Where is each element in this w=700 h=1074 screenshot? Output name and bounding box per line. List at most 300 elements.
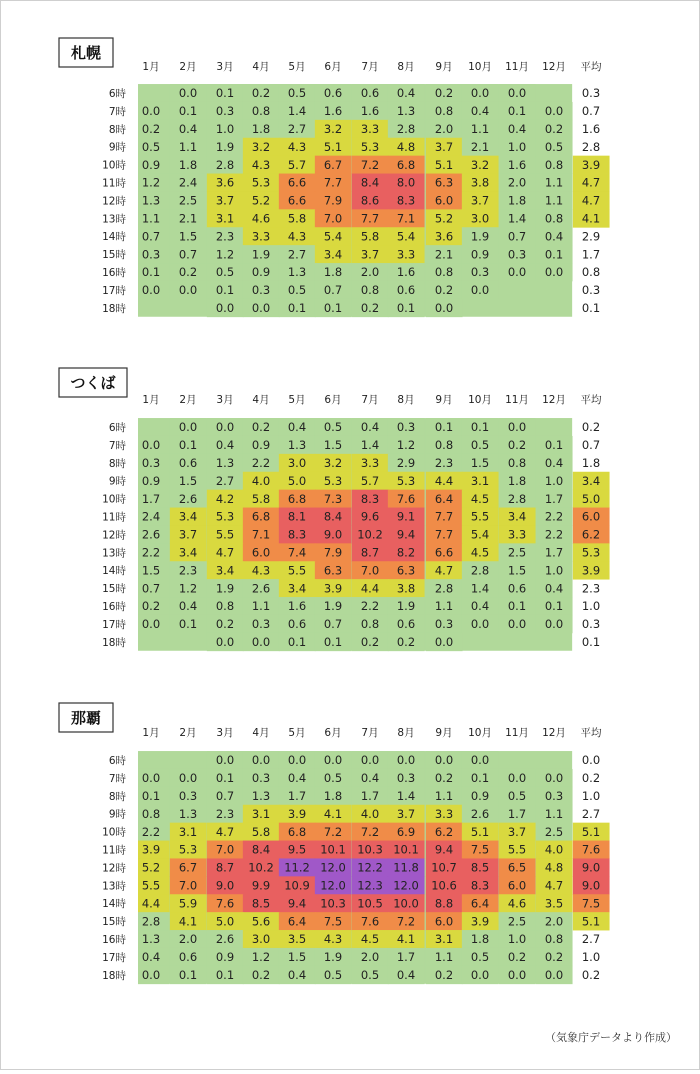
cell-value: 8.5 [251, 896, 271, 911]
cell-value: 0.5 [323, 420, 343, 435]
cell-value: 0.0 [141, 438, 161, 453]
cell-value: 0.3 [178, 789, 198, 803]
cell-value: 0.0 [544, 265, 564, 280]
cell-value: 2.0 [434, 122, 454, 136]
cell-value: 3.2 [323, 122, 343, 136]
column-header: 6月 [324, 61, 342, 73]
cell-value: 3.4 [287, 581, 307, 596]
cell-value: 2.1 [178, 211, 198, 226]
cell-value: 2.4 [178, 175, 198, 190]
cell-value: 0.4 [215, 438, 235, 453]
cell-value: 2.1 [470, 139, 490, 154]
cell-value: 0.0 [434, 753, 454, 768]
cell-value: 6.8 [287, 824, 307, 839]
cell-value: 5.9 [178, 896, 198, 911]
cell-value: 0.2 [251, 968, 271, 982]
cell-value: 7.9 [323, 193, 343, 208]
cell-value: 0.4 [141, 950, 161, 965]
cell-value: 0.0 [507, 265, 527, 280]
column-header: 11月 [505, 394, 529, 406]
cell-value: 1.6 [287, 599, 307, 614]
cell-value: 9.0 [215, 878, 235, 893]
cell-value: 1.9 [323, 599, 343, 614]
cell-value: 0.3 [141, 247, 161, 262]
cell-value: 0.4 [287, 771, 307, 786]
cell-value: 0.1 [544, 438, 564, 453]
cell-value: 0.0 [360, 753, 380, 768]
cell-value: 7.4 [287, 545, 307, 560]
cell-value: 1.5 [287, 950, 307, 965]
row-header: 16時 [102, 934, 126, 946]
cell-value: 1.0 [581, 789, 601, 803]
cell-value: 1.3 [396, 104, 416, 119]
cell-value: 1.1 [141, 211, 161, 226]
cell-value: 8.2 [396, 545, 416, 560]
cell-value: 0.0 [507, 968, 527, 982]
cell-value: 1.9 [470, 229, 490, 244]
column-header: 3月 [216, 727, 234, 739]
cell-value: 0.1 [581, 635, 601, 649]
cell-value: 5.4 [396, 229, 416, 244]
city-title: 那覇 [70, 709, 102, 727]
cell-value: 3.5 [287, 932, 307, 947]
cell-value: 5.3 [178, 842, 198, 857]
column-header: 9月 [435, 61, 453, 73]
cell-value: 0.2 [507, 438, 527, 453]
cell-value: 1.5 [141, 563, 161, 578]
cell-value: 5.1 [434, 157, 454, 172]
cell-value: 3.9 [141, 842, 161, 857]
cell-value: 0.7 [323, 617, 343, 632]
cell-value: 0.1 [215, 283, 235, 298]
cell-value: 0.2 [434, 968, 454, 982]
row-header: 15時 [102, 583, 126, 596]
cell-value: 0.1 [215, 771, 235, 786]
cell-value: 1.8 [251, 122, 271, 136]
cell-value: 0.0 [507, 86, 527, 101]
row-header: 7時 [108, 439, 126, 452]
cell-value: 2.8 [470, 563, 490, 578]
cell-value: 0.1 [470, 420, 490, 435]
cell-value: 6.3 [396, 563, 416, 578]
cell-value: 6.8 [287, 491, 307, 506]
cell-value: 1.9 [251, 247, 271, 262]
cell-value: 1.6 [360, 104, 380, 119]
cell-value: 1.8 [507, 193, 527, 208]
cell-value: 2.0 [178, 932, 198, 947]
cell-value: 0.7 [581, 104, 601, 119]
cell-value: 2.0 [360, 265, 380, 280]
cell-value: 0.5 [507, 789, 527, 803]
cell-value: 0.0 [544, 968, 564, 982]
cell-value: 0.3 [141, 456, 161, 470]
cell-value: 8.5 [470, 860, 490, 875]
cell-value: 8.6 [360, 193, 380, 208]
cell-value: 0.1 [323, 301, 343, 315]
cell-value: 10.6 [431, 878, 457, 893]
cell-value: 0.4 [360, 420, 380, 435]
cell-value: 3.6 [215, 175, 235, 190]
cell-value: 4.4 [434, 473, 454, 488]
cell-value: 6.8 [396, 157, 416, 172]
cell-value: 1.2 [215, 247, 235, 262]
cell-value: 1.5 [323, 438, 343, 453]
column-header: 平均 [580, 727, 602, 739]
row-header: 14時 [102, 898, 126, 911]
cell-value: 1.9 [215, 581, 235, 596]
cell-value: 0.4 [178, 122, 198, 136]
cell-value: 0.1 [544, 599, 564, 614]
cell-value: 4.0 [251, 473, 271, 488]
cell-value: 0.4 [396, 86, 416, 101]
cell-value: 8.3 [360, 491, 380, 506]
cell-value: 3.9 [470, 914, 490, 929]
cell-value: 0.2 [360, 635, 380, 649]
cell-value: 0.4 [507, 122, 527, 136]
cell-value: 4.7 [215, 824, 235, 839]
cell-value: 0.0 [544, 617, 564, 632]
cell-value: 1.7 [396, 950, 416, 965]
cell-value: 7.6 [396, 491, 416, 506]
cell-value: 0.0 [434, 635, 454, 649]
cell-value: 4.0 [360, 806, 380, 821]
cell-value: 3.4 [323, 247, 343, 262]
cell-value: 12.0 [393, 878, 419, 893]
cell-value: 2.2 [141, 545, 161, 560]
cell-value: 0.7 [581, 438, 601, 453]
cell-value: 0.5 [287, 86, 307, 101]
cell-value: 2.7 [215, 473, 235, 488]
cell-value: 3.1 [215, 211, 235, 226]
cell-value: 0.4 [544, 456, 564, 470]
cell-value: 1.6 [581, 122, 601, 136]
column-header: 6月 [324, 394, 342, 406]
cell-value: 0.0 [323, 753, 343, 768]
cell-value: 5.1 [581, 824, 601, 839]
cell-value: 7.2 [323, 824, 343, 839]
cell-value: 0.0 [215, 420, 235, 435]
cell-value: 8.0 [396, 175, 416, 190]
cell-value: 2.8 [507, 491, 527, 506]
column-header: 8月 [397, 394, 415, 406]
cell-value: 9.4 [396, 527, 416, 542]
cell-value: 2.8 [396, 122, 416, 136]
cell-value: 2.8 [581, 139, 601, 154]
cell-value: 9.0 [581, 860, 601, 875]
cell-value: 1.0 [215, 122, 235, 136]
cell-value: 5.2 [141, 860, 161, 875]
cell-value: 0.2 [581, 771, 601, 786]
row-header: 6時 [108, 88, 126, 100]
column-header: 2月 [179, 61, 197, 73]
row-header: 18時 [102, 636, 126, 649]
cell-value: 1.7 [544, 491, 564, 506]
cell-value: 5.5 [287, 563, 307, 578]
cell-value: 2.5 [178, 193, 198, 208]
cell-value: 6.2 [434, 824, 454, 839]
cell-value: 1.6 [323, 104, 343, 119]
cell-value: 6.8 [251, 509, 271, 524]
column-header: 平均 [580, 394, 602, 406]
cell-value: 6.0 [581, 509, 601, 524]
cell-value: 0.0 [178, 771, 198, 786]
cell-value: 3.2 [323, 456, 343, 470]
cell-value: 5.3 [581, 545, 601, 560]
cell-value: 0.6 [178, 456, 198, 470]
cell-value: 1.1 [434, 599, 454, 614]
cell-value: 0.0 [141, 283, 161, 298]
cell-value: 0.0 [544, 771, 564, 786]
cell-value: 8.1 [287, 509, 307, 524]
cell-value: 0.4 [396, 968, 416, 982]
cell-value: 1.4 [470, 581, 490, 596]
cell-value: 7.5 [323, 914, 343, 929]
cell-value: 9.9 [251, 878, 271, 893]
cell-value: 7.0 [178, 878, 198, 893]
cell-value: 1.7 [360, 789, 380, 803]
cell-value: 0.9 [215, 950, 235, 965]
cell-value: 0.9 [251, 438, 271, 453]
row-header: 18時 [102, 969, 126, 982]
cell-value: 1.4 [287, 104, 307, 119]
cell-value: 2.0 [507, 175, 527, 190]
cell-value: 1.7 [287, 789, 307, 803]
cell-value: 5.3 [360, 139, 380, 154]
cell-value: 1.8 [323, 265, 343, 280]
cell-value: 0.5 [323, 968, 343, 982]
cell-value: 1.7 [544, 545, 564, 560]
cell-value: 1.3 [141, 932, 161, 947]
cell-value: 0.0 [507, 420, 527, 435]
cell-value: 5.1 [581, 914, 601, 929]
column-header: 3月 [216, 61, 234, 73]
cell-value: 2.3 [581, 581, 601, 596]
cell-value: 3.9 [581, 157, 601, 172]
row-header: 8時 [108, 123, 126, 136]
cell-value: 1.8 [178, 157, 198, 172]
cell-value: 7.1 [251, 527, 271, 542]
cell-value: 11.2 [284, 860, 310, 875]
cell-value: 0.1 [434, 420, 454, 435]
cell-value: 6.3 [323, 563, 343, 578]
cell-value: 9.0 [323, 527, 343, 542]
cell-value: 3.4 [178, 509, 198, 524]
cell-value: 3.3 [396, 247, 416, 262]
cell-value: 6.0 [251, 545, 271, 560]
cell-value: 1.9 [323, 950, 343, 965]
cell-value: 6.0 [434, 193, 454, 208]
cell-value: 0.3 [251, 771, 271, 786]
cell-value: 0.1 [544, 247, 564, 262]
cell-value: 7.7 [434, 509, 454, 524]
column-header: 平均 [580, 61, 602, 73]
cell-value: 4.1 [581, 211, 601, 226]
cell-value: 0.2 [581, 420, 601, 435]
cell-value: 0.8 [215, 599, 235, 614]
cell-value: 3.7 [360, 247, 380, 262]
column-header: 12月 [542, 394, 566, 406]
cell-value: 1.1 [470, 122, 490, 136]
cell-value: 0.6 [396, 617, 416, 632]
cell-value: 1.1 [251, 599, 271, 614]
cell-value: 2.6 [251, 581, 271, 596]
cell-value: 5.1 [323, 139, 343, 154]
cell-value: 9.0 [581, 878, 601, 893]
cell-value: 8.4 [323, 509, 343, 524]
cell-value: 2.5 [507, 914, 527, 929]
cell-value: 12.3 [357, 878, 383, 893]
cell-value: 9.6 [360, 509, 380, 524]
cell-value: 3.7 [396, 806, 416, 821]
cell-value: 1.9 [215, 139, 235, 154]
column-header: 10月 [468, 394, 492, 406]
cell-value: 6.7 [178, 860, 198, 875]
cell-value: 5.8 [287, 211, 307, 226]
cell-value: 0.0 [251, 635, 271, 649]
cell-value: 4.7 [215, 545, 235, 560]
cell-value: 0.4 [544, 581, 564, 596]
cell-value: 5.7 [287, 157, 307, 172]
cell-value: 0.0 [251, 301, 271, 315]
cell-value: 10.0 [393, 896, 419, 911]
row-header: 16時 [102, 601, 126, 613]
cell-value: 0.8 [544, 211, 564, 226]
cell-value: 7.0 [215, 842, 235, 857]
cell-value: 0.2 [215, 617, 235, 632]
cell-value: 3.1 [251, 806, 271, 821]
cell-value: 1.8 [507, 473, 527, 488]
cell-value: 8.8 [434, 896, 454, 911]
cell-value: 0.1 [470, 771, 490, 786]
cell-value: 4.3 [323, 932, 343, 947]
row-header: 7時 [108, 772, 126, 785]
column-header: 5月 [288, 727, 306, 739]
cell-value: 0.0 [507, 771, 527, 786]
cell-value: 1.0 [544, 563, 564, 578]
cell-value: 4.1 [396, 932, 416, 947]
cell-value: 4.5 [470, 491, 490, 506]
cell-value: 0.0 [287, 753, 307, 768]
cell-value: 8.3 [396, 193, 416, 208]
cell-value: 0.0 [178, 420, 198, 435]
cell-value: 5.1 [470, 824, 490, 839]
cell-value: 3.7 [215, 193, 235, 208]
cell-value: 0.2 [251, 420, 271, 435]
cell-value: 3.7 [470, 193, 490, 208]
cell-value: 3.1 [434, 932, 454, 947]
cell-value: 0.9 [251, 265, 271, 280]
cell-value: 2.0 [360, 950, 380, 965]
cell-value: 5.4 [470, 527, 490, 542]
cell-value: 10.3 [320, 896, 346, 911]
row-header: 8時 [108, 790, 126, 803]
cell-value: 6.4 [434, 491, 454, 506]
cell-value: 0.2 [507, 950, 527, 965]
cell-value: 5.8 [251, 491, 271, 506]
cell-value: 3.8 [470, 175, 490, 190]
cell-value: 0.0 [434, 301, 454, 315]
cell-value: 0.4 [287, 968, 307, 982]
cell-value: 0.8 [434, 265, 454, 280]
cell-value: 0.3 [396, 771, 416, 786]
cell-value: 0.1 [507, 104, 527, 119]
column-header: 5月 [288, 61, 306, 73]
cell-value: 10.7 [431, 860, 457, 875]
column-header: 8月 [397, 61, 415, 73]
cell-value: 0.0 [470, 968, 490, 982]
cell-value: 3.0 [287, 456, 307, 470]
cell-value: 1.0 [507, 139, 527, 154]
cell-value: 0.7 [141, 581, 161, 596]
cell-value: 0.5 [470, 950, 490, 965]
cell-value: 10.9 [284, 878, 310, 893]
column-header: 4月 [252, 61, 270, 73]
cell-value: 3.3 [434, 806, 454, 821]
cell-value: 0.1 [215, 968, 235, 982]
cell-value: 6.9 [396, 824, 416, 839]
cell-value: 10.3 [357, 842, 383, 857]
row-header: 12時 [102, 862, 126, 875]
source-note: （気象庁データより作成） [545, 1031, 677, 1044]
cell-value: 0.6 [396, 283, 416, 298]
cell-value: 4.2 [215, 491, 235, 506]
cell-value: 0.4 [360, 771, 380, 786]
cell-value: 0.6 [360, 86, 380, 101]
cell-value: 0.7 [141, 229, 161, 244]
cell-value: 1.4 [507, 211, 527, 226]
cell-value: 0.1 [141, 789, 161, 803]
cell-value: 5.8 [360, 229, 380, 244]
column-header: 2月 [179, 727, 197, 739]
cell-value: 0.8 [360, 617, 380, 632]
cell-value: 4.6 [251, 211, 271, 226]
cell-value: 0.1 [178, 617, 198, 632]
cell-value: 2.2 [544, 509, 564, 524]
cell-value: 1.1 [544, 806, 564, 821]
cell-value: 0.1 [178, 438, 198, 453]
row-header: 14時 [102, 565, 126, 578]
cell-value: 1.9 [396, 599, 416, 614]
column-header: 10月 [468, 61, 492, 73]
cell-value: 4.5 [360, 932, 380, 947]
cell-value: 1.0 [581, 599, 601, 614]
cell-value: 1.3 [215, 456, 235, 470]
cell-value: 0.6 [323, 86, 343, 101]
row-header: 15時 [102, 249, 126, 262]
cell-value: 0.3 [215, 104, 235, 119]
column-header: 1月 [142, 61, 160, 73]
cell-value: 2.3 [215, 806, 235, 821]
cell-value: 1.4 [396, 789, 416, 803]
cell-value: 3.4 [178, 545, 198, 560]
cell-value: 4.1 [178, 914, 198, 929]
row-header: 10時 [102, 493, 126, 506]
cell-value: 8.3 [287, 527, 307, 542]
cell-value: 1.3 [178, 806, 198, 821]
cell-value: 5.5 [141, 878, 161, 893]
cell-value: 6.3 [434, 175, 454, 190]
cell-value: 0.0 [215, 635, 235, 649]
column-header: 7月 [361, 727, 379, 739]
cell-value: 2.6 [470, 806, 490, 821]
cell-value: 3.2 [470, 157, 490, 172]
cell-value: 0.0 [251, 753, 271, 768]
cell-value: 0.0 [470, 753, 490, 768]
heatmap-section [59, 368, 610, 651]
cell-value: 1.7 [141, 491, 161, 506]
row-header: 11時 [102, 177, 126, 190]
cell-value: 1.0 [507, 932, 527, 947]
